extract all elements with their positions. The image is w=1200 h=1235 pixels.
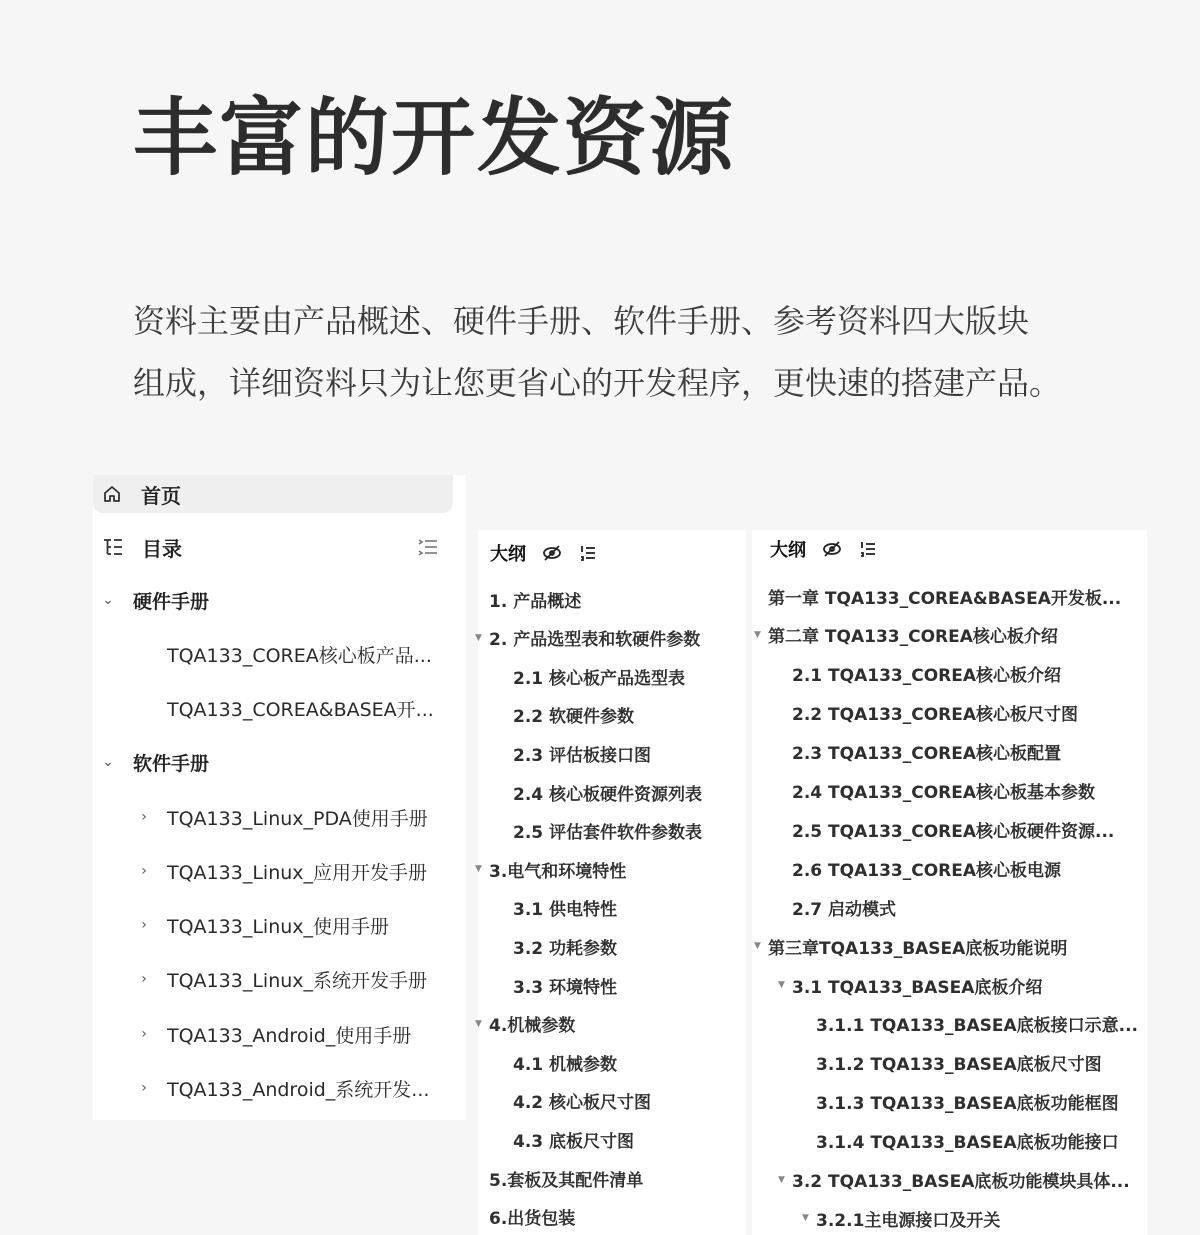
tree-doc-item[interactable] bbox=[167, 693, 434, 723]
outline-item[interactable] bbox=[513, 1088, 740, 1114]
chevron-down-icon: ⌄ bbox=[102, 592, 114, 608]
outline-item[interactable] bbox=[475, 1011, 740, 1037]
outline-item-label: 3.1.4 TQA133_BASEA底板功能接口 bbox=[816, 1133, 1119, 1154]
caret-down-icon[interactable]: ▼ bbox=[475, 864, 482, 875]
outline-item-label: 2.5 TQA133_COREA核心板硬件资源... bbox=[792, 821, 1115, 842]
outline-item-label: 3.1 供电特性 bbox=[513, 900, 618, 921]
outline-title: 大纲 bbox=[770, 540, 806, 561]
outline-item-label: 4.1 机械参数 bbox=[513, 1054, 618, 1075]
tree-section-hardware[interactable] bbox=[101, 585, 209, 615]
outline-item[interactable] bbox=[792, 855, 1144, 881]
outline-item[interactable] bbox=[792, 661, 1144, 687]
outline-header bbox=[490, 538, 598, 568]
outline-item-label: 2.1 TQA133_COREA核心板介绍 bbox=[792, 666, 1062, 687]
eye-off-icon[interactable] bbox=[542, 543, 562, 563]
outline-item-label: 2.4 TQA133_COREA核心板基本参数 bbox=[792, 783, 1096, 803]
outline-item[interactable] bbox=[513, 895, 740, 921]
caret-down-icon[interactable]: ▼ bbox=[475, 632, 482, 643]
outline-item[interactable] bbox=[513, 933, 740, 959]
outline-item-label: 3.1 TQA133_BASEA底板介绍 bbox=[792, 977, 1043, 998]
sidebar-item-toc[interactable] bbox=[93, 531, 453, 563]
chevron-right-icon[interactable]: › bbox=[141, 863, 147, 879]
outline-item-label: 2.1 核心板产品选型表 bbox=[513, 668, 686, 689]
chevron-right-icon[interactable]: › bbox=[141, 1080, 147, 1096]
outline-item[interactable] bbox=[816, 1128, 1144, 1154]
outline-item[interactable] bbox=[792, 816, 1144, 842]
chevron-down-icon: ⌄ bbox=[102, 754, 114, 770]
outline-item[interactable] bbox=[475, 856, 740, 882]
outline-item-label: 2.3 TQA133_COREA核心板配置 bbox=[792, 744, 1062, 765]
outline-item-label: 3.3 环境特性 bbox=[513, 977, 618, 998]
outline-item-label: 3.2 功耗参数 bbox=[513, 938, 618, 959]
caret-down-icon[interactable]: ▼ bbox=[802, 1213, 809, 1224]
outline-item[interactable] bbox=[513, 972, 740, 998]
outline-item-label: 2.5 评估套件软件参数表 bbox=[513, 823, 703, 844]
outline-item-label: 3.1.3 TQA133_BASEA底板功能框图 bbox=[816, 1094, 1119, 1115]
outline-item[interactable] bbox=[513, 702, 740, 728]
tree-doc-label: TQA133_Linux_PDA使用手册 bbox=[167, 807, 428, 830]
tree-doc-item[interactable] bbox=[137, 856, 427, 886]
list-order-icon[interactable] bbox=[858, 539, 878, 559]
chevron-right-icon[interactable]: › bbox=[141, 971, 147, 987]
outline-item-label: 6.出货包装 bbox=[489, 1209, 576, 1230]
outline-item-label: 3.2.1主电源接口及开关 bbox=[816, 1210, 1001, 1231]
outline-item[interactable] bbox=[513, 740, 740, 766]
outline-item-label: 3.1.1 TQA133_BASEA底板接口示意... bbox=[816, 1016, 1139, 1037]
caret-down-icon[interactable]: ▼ bbox=[754, 629, 761, 640]
caret-down-icon[interactable]: ▼ bbox=[778, 1174, 785, 1185]
outline-item[interactable] bbox=[792, 778, 1144, 804]
caret-down-icon[interactable]: ▼ bbox=[778, 980, 785, 990]
tree-doc-label: TQA133_Android_系统开发... bbox=[167, 1078, 430, 1101]
outline-item[interactable] bbox=[489, 586, 740, 612]
list-order-icon[interactable] bbox=[578, 543, 598, 563]
outline-item[interactable] bbox=[513, 1126, 740, 1152]
outline-item[interactable] bbox=[816, 1089, 1144, 1115]
outline-item-label: 第二章 TQA133_COREA核心板介绍 bbox=[768, 627, 1058, 648]
caret-down-icon[interactable]: ▼ bbox=[754, 941, 761, 952]
caret-down-icon[interactable]: ▼ bbox=[475, 1018, 482, 1029]
outline-panel-1 bbox=[475, 530, 746, 1235]
outline-item[interactable] bbox=[475, 625, 740, 651]
outline-item[interactable] bbox=[489, 1204, 740, 1230]
outline-item[interactable] bbox=[816, 1011, 1144, 1037]
outline-item[interactable] bbox=[513, 818, 740, 844]
toc-icon bbox=[102, 536, 124, 558]
outline-item[interactable] bbox=[513, 1049, 740, 1075]
outline-title: 大纲 bbox=[490, 544, 526, 565]
outline-item[interactable] bbox=[489, 1165, 740, 1191]
outline-item-label: 2.3 评估板接口图 bbox=[513, 745, 652, 766]
outline-item-label: 1. 产品概述 bbox=[489, 591, 582, 612]
outline-item-label: 3.2 TQA133_BASEA底板功能模块具体... bbox=[792, 1172, 1130, 1192]
outline-item-label: 2.2 TQA133_COREA核心板尺寸图 bbox=[792, 705, 1079, 726]
outline-item[interactable] bbox=[754, 622, 1144, 648]
sidebar-item-home[interactable] bbox=[93, 475, 453, 513]
outline-item[interactable] bbox=[778, 1167, 1144, 1193]
sidebar-item-label: 目录 bbox=[142, 536, 182, 561]
tree-doc-item[interactable] bbox=[137, 802, 428, 832]
outline-item-label: 2.2 软硬件参数 bbox=[513, 707, 635, 728]
tree-doc-item[interactable] bbox=[137, 1073, 429, 1103]
outline-item-label: 4.机械参数 bbox=[489, 1016, 576, 1037]
outline-item[interactable] bbox=[768, 583, 1144, 609]
tree-doc-item[interactable] bbox=[137, 964, 427, 994]
tree-section-label: 硬件手册 bbox=[133, 590, 210, 613]
outline-item-label: 2.6 TQA133_COREA核心板电源 bbox=[792, 860, 1062, 881]
intro-line-1: 资料主要由产品概述、硬件手册、软件手册、参考资料四大版块 bbox=[133, 302, 1030, 340]
outline-item[interactable] bbox=[754, 933, 1144, 959]
outline-item[interactable] bbox=[816, 1050, 1144, 1076]
outline-item-label: 第三章TQA133_BASEA底板功能说明 bbox=[768, 938, 1068, 959]
outline-item[interactable] bbox=[792, 894, 1144, 920]
tree-doc-item[interactable] bbox=[137, 910, 389, 940]
tree-doc-item[interactable] bbox=[167, 639, 432, 669]
outline-item-label: 第一章 TQA133_COREA&BASEA开发板... bbox=[768, 588, 1122, 609]
eye-off-icon[interactable] bbox=[822, 539, 842, 559]
tree-doc-item[interactable] bbox=[137, 1019, 411, 1049]
intro-text bbox=[133, 290, 1133, 414]
outline-item-label: 5.套板及其配件清单 bbox=[489, 1170, 644, 1191]
doc-sidebar bbox=[93, 475, 466, 1120]
outline-item-label: 4.3 底板尺寸图 bbox=[513, 1131, 635, 1152]
tree-doc-label: TQA133_COREA核心板产品... bbox=[167, 644, 432, 667]
outline-panel-2 bbox=[752, 530, 1147, 1235]
tree-section-label: 软件手册 bbox=[133, 752, 210, 775]
tree-doc-label: TQA133_COREA&BASEA开... bbox=[167, 698, 434, 721]
outline-item-label: 3.电气和环境特性 bbox=[489, 861, 627, 882]
chevron-right-icon[interactable]: › bbox=[141, 809, 147, 825]
tree-doc-label: TQA133_Linux_系统开发手册 bbox=[167, 969, 428, 992]
chevron-right-icon[interactable]: › bbox=[141, 917, 147, 933]
outline-item[interactable] bbox=[513, 779, 740, 805]
list-collapse-icon[interactable] bbox=[417, 536, 439, 558]
tree-doc-label: TQA133_Linux_使用手册 bbox=[167, 915, 390, 938]
outline-item[interactable] bbox=[792, 700, 1144, 726]
outline-header bbox=[770, 534, 878, 564]
outline-item-label: 2.4 核心板硬件资源列表 bbox=[513, 784, 703, 805]
outline-item-label: 2. 产品选型表和软硬件参数 bbox=[489, 630, 701, 651]
outline-item[interactable] bbox=[778, 972, 1144, 998]
outline-item[interactable] bbox=[513, 663, 740, 689]
tree-doc-label: TQA133_Android_使用手册 bbox=[167, 1024, 412, 1047]
sidebar-item-label: 首页 bbox=[141, 483, 181, 508]
home-icon bbox=[102, 484, 122, 504]
outline-item[interactable] bbox=[802, 1205, 1144, 1231]
outline-item-label: 2.7 启动模式 bbox=[792, 899, 897, 920]
chevron-right-icon[interactable]: › bbox=[141, 1026, 147, 1042]
page-title: 丰富的开发资源 bbox=[133, 89, 736, 187]
tree-section-software[interactable] bbox=[101, 747, 209, 777]
outline-item-label: 4.2 核心板尺寸图 bbox=[513, 1093, 652, 1114]
intro-line-2: 组成，详细资料只为让您更省心的开发程序，更快速的搭建产品。 bbox=[133, 364, 1062, 402]
outline-item-label: 3.1.2 TQA133_BASEA底板尺寸图 bbox=[816, 1055, 1102, 1076]
tree-doc-label: TQA133_Linux_应用开发手册 bbox=[167, 861, 428, 884]
outline-item[interactable] bbox=[792, 739, 1144, 765]
